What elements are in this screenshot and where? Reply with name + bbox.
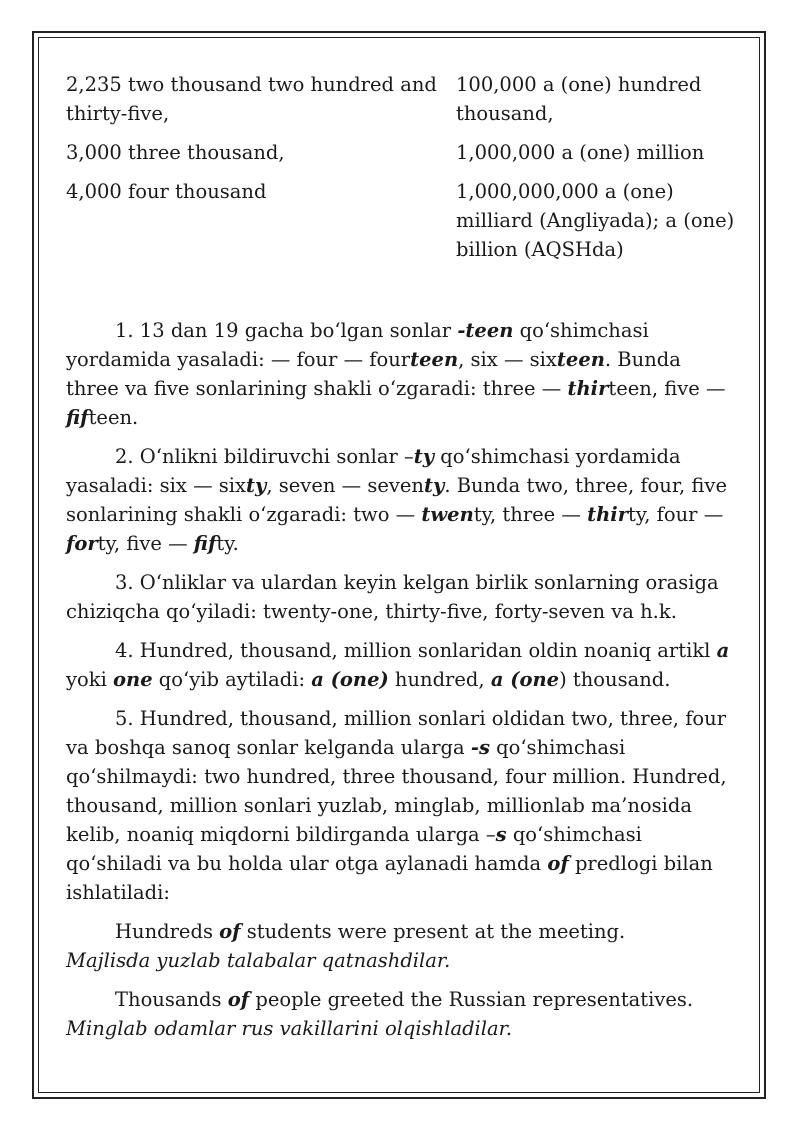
text-run: 2. O‘nlikni bildiruvchi sonlar – [115,445,414,468]
number-example: 1,000,000 a (one) million [456,141,705,164]
text-run: yoki [66,668,114,691]
number-examples-grid [66,70,736,264]
number-example: 2,235 two thousand two hundred and thirty-five, [66,73,437,125]
text-run: teen. [88,406,139,429]
rule-3-paragraph: 3. O‘nliklar va ulardan keyin kelgan birlik sonlarning orasiga chiziqcha qo‘yiladi: twenty-one, thirty-five, forty-seven va h.k. [66,571,719,623]
text-run: . Bunda three va five sonlarining shakli o‘zgaradi: three — [66,348,681,400]
text-run: ty, three — [473,503,588,526]
rule-5-paragraph [66,704,736,907]
text-run: . Bunda two, three, four, five sonlarining shakli o‘zgaradi: two — [66,474,727,526]
emphasis: ty [246,474,267,497]
text-run: teen, five — [608,377,726,400]
emphasis: of [547,852,569,875]
emphasis: for [66,532,98,555]
text-run: ) thousand. [559,668,671,691]
emphasis: twen [421,503,474,526]
text-run: ty. [216,532,239,555]
text-run: , seven — seven [266,474,424,497]
rule-4-paragraph [66,636,736,694]
number-example: 100,000 a (one) hundred thousand, [456,73,702,125]
emphasis: thir [567,377,609,400]
text-run: people greeted the Russian representatives. [249,988,694,1011]
emphasis: -teen [457,319,514,342]
text-run: qo‘shimchasi yordamida yasaladi: — four — four [66,319,649,371]
text-run: qo‘yib aytiladi: [152,668,312,691]
text-run: predlogi bilan ishlatiladi: [66,852,713,904]
emphasis: teen [410,348,459,371]
emphasis: a [716,639,730,662]
text-run: 5. Hundred, thousand, million sonlari oldidan two, three, four va boshqa sanoq sonlar kelganda ularga [66,707,727,759]
emphasis: s [495,823,507,846]
example-sentence [66,917,736,975]
emphasis: fif [66,406,89,429]
example-sentence [66,985,736,1043]
emphasis: teen [556,348,605,371]
emphasis: thir [587,503,628,526]
text-run: ty, four — [628,503,724,526]
emphasis: fif [193,532,217,555]
example-translation: Majlisda yuzlab talabalar qatnashdilar. [66,949,451,972]
text-run: ty, five — [97,532,194,555]
emphasis: ty [423,474,445,497]
emphasis: of [219,920,241,943]
text-run: 4. Hundred, thousand, million sonlaridan oldin noaniq artikl [115,639,717,662]
number-example: 4,000 four thousand [66,180,267,203]
emphasis: ty [413,445,435,468]
text-run: , six — six [458,348,557,371]
example-english [66,917,736,946]
page-content [66,70,736,1053]
grammar-rules [66,316,736,1043]
example-translation: Minglab odamlar rus vakillarini olqishladilar. [66,1017,513,1040]
text-run: 1. 13 dan 19 gacha bo‘lgan sonlar [115,319,458,342]
emphasis: a (one) [311,668,389,691]
text-run: qo‘shimchasi qo‘shilmaydi: two hundred, three thousand, four million. Hundred, thousand, million sonlari yuzlab, minglab, millionlab ma’nosida kelib, noaniq miqdorni bildirganda ularga – [66,736,727,846]
emphasis: -s [470,736,490,759]
emphasis: one [113,668,153,691]
text-run: hundred, [388,668,491,691]
text-run: qo‘shimchasi yordamida yasaladi: six — six [66,445,681,497]
rule-1-paragraph [66,316,736,432]
emphasis: of [227,988,250,1011]
text-run: Thousands [115,988,228,1011]
text-run: students were present at the meeting. [240,920,626,943]
number-example: 3,000 three thousand, [66,141,285,164]
number-example: 1,000,000,000 a (one) milliard (Angliyada); a (one) billion (AQSHda) [456,180,735,261]
example-english [66,985,736,1014]
emphasis: a (one [490,668,560,691]
rule-2-paragraph [66,442,736,558]
text-run: qo‘shimchasi qo‘shiladi va bu holda ular otga aylanadi hamda [66,823,642,875]
text-run: Hundreds [115,920,220,943]
